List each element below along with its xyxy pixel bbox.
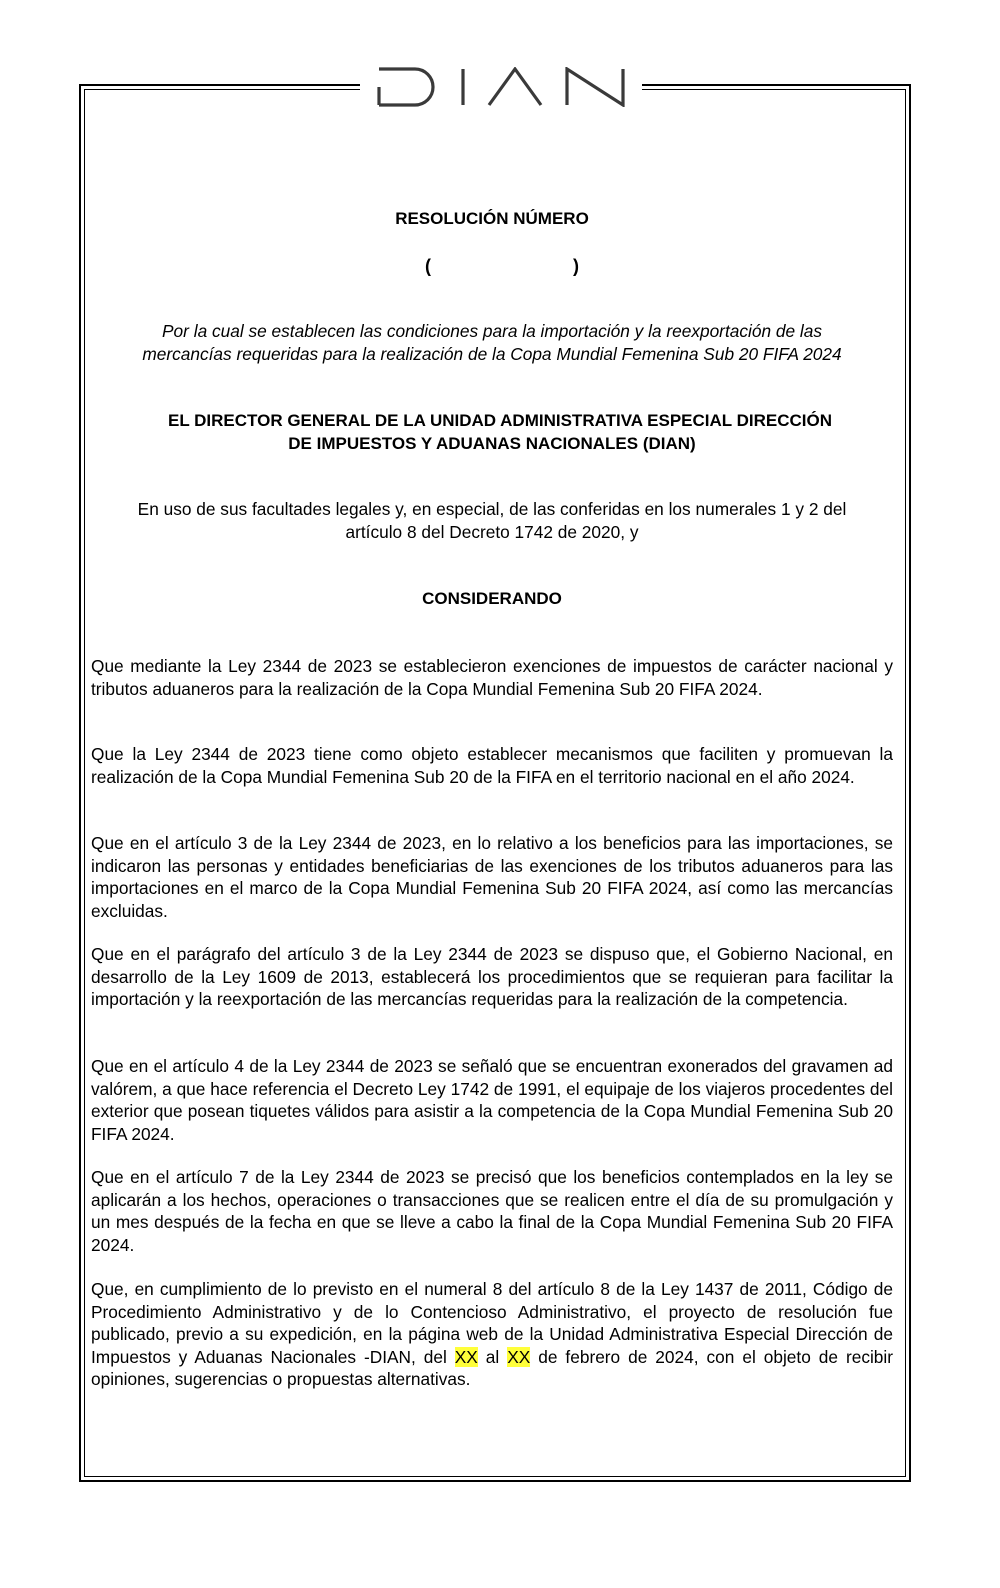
paragraph-7-part-3: de febrero de 2024, con el objeto de recibir opiniones, sugerencias o propuestas alternativas. xyxy=(91,1346,894,1390)
paragraph-7-part-2: al xyxy=(477,1346,508,1367)
paragraph-7-part-1: Que, en cumplimiento de lo previsto en el numeral 8 del artículo 8 de la Ley 1437 de 2011, Código de Procedimiento Administrativo y de lo Contencioso Administrativo, el proyecto de resolución fue publicado, previo a su expedición, en la página web de la Unidad Administrativa Especial Dirección de Impuestos y Aduanas Nacionales -DIAN, del xyxy=(91,1279,893,1367)
dian-logo xyxy=(377,67,629,107)
resolution-number-close: ) xyxy=(573,256,579,276)
resolution-title: RESOLUCIÓN NÚMERO xyxy=(395,209,589,228)
resolution-number-open: ( xyxy=(425,256,431,276)
faculties-line-2: artículo 8 del Decreto 1742 de 2020, y xyxy=(345,521,639,542)
resolution-number xyxy=(91,256,893,280)
paragraph-3: Que en el artículo 3 de la Ley 2344 de 2023, en lo relativo a los beneficios para las importaciones, se indicaron las personas y entidades beneficiarias de las exenciones de los tributos aduaneros para las importaciones en el marco de la Copa Mundial Femenina Sub 20 FIFA 2024, así como las mercancías excluidas. xyxy=(91,833,893,921)
paragraph-7 xyxy=(91,1278,893,1391)
paragraph-6: Que en el artículo 7 de la Ley 2344 de 2023 se precisó que los beneficios contemplados en la ley se aplicarán a los hechos, operaciones o transacciones que se realicen entre el día de su promulgación y un mes después de la fecha en que se lleve a cabo la final de la Copa Mundial Femenina Sub 20 FIFA 2024. xyxy=(91,1167,893,1255)
paragraph-2: Que la Ley 2344 de 2023 tiene como objeto establecer mecanismos que faciliten y promuevan la realización de la Copa Mundial Femenina Sub 20 de la FIFA en el territorio nacional en el año 2024. xyxy=(91,744,893,787)
paragraph-1: Que mediante la Ley 2344 de 2023 se establecieron exenciones de impuestos de carácter nacional y tributos aduaneros para la realización de la Copa Mundial Femenina Sub 20 FIFA 2024. xyxy=(91,656,893,699)
authority-line-2: DE IMPUESTOS Y ADUANAS NACIONALES (DIAN) xyxy=(288,433,696,453)
considering-heading: CONSIDERANDO xyxy=(422,589,562,608)
subject-line-2: mercancías requeridas para la realización de la Copa Mundial Femenina Sub 20 FIFA 2024 xyxy=(142,343,842,364)
paragraph-5: Que en el artículo 4 de la Ley 2344 de 2023 se señaló que se encuentran exonerados del gravamen ad valórem, a que hace referencia el Decreto Ley 1742 de 1991, el equipaje de los viajeros procedentes del exterior que posean tiquetes válidos para asistir a la competencia de la Copa Mundial Femenina Sub 20 FIFA 2024. xyxy=(91,1056,893,1144)
authority-heading xyxy=(91,410,893,455)
date-placeholder-start: XX xyxy=(454,1346,478,1367)
paragraph-4: Que en el parágrafo del artículo 3 de la Ley 2344 de 2023 se dispuso que, el Gobierno Nacional, en desarrollo de la Ley 1609 de 2013, establecerá los procedimientos que se requieran para facilitar la importación y la reexportación de las mercancías requeridas para la realización de la competencia. xyxy=(91,944,893,1010)
date-placeholder-end: XX xyxy=(507,1346,531,1367)
faculties-text xyxy=(91,498,893,543)
subject-line-1: Por la cual se establecen las condiciones para la importación y la reexportación de las xyxy=(162,321,822,341)
faculties-line-1: En uso de sus facultades legales y, en especial, de las conferidas en los numerales 1 y 2 del xyxy=(137,499,847,519)
authority-line-1: EL DIRECTOR GENERAL DE LA UNIDAD ADMINISTRATIVA ESPECIAL DIRECCIÓN xyxy=(168,411,832,430)
resolution-subject xyxy=(91,320,893,365)
